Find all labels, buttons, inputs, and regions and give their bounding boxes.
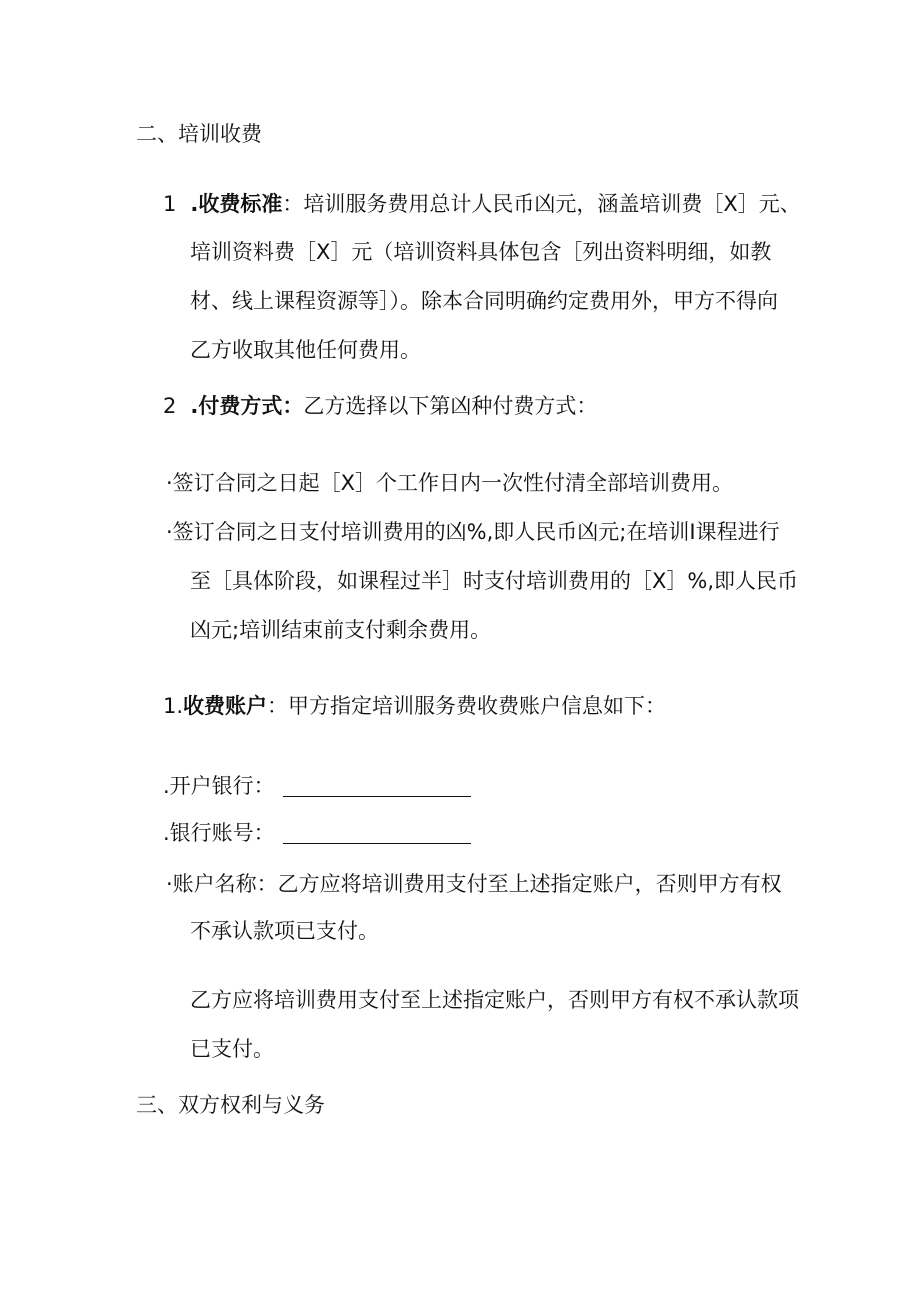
fee-standard-line-1 — [163, 189, 801, 219]
repeat-paragraph-line-1: 乙方应将培训费用支付至上述指定账户，否则甲方有权不承认款项 — [190, 988, 799, 1012]
bank-name-blank[interactable] — [283, 774, 471, 797]
fee-account-text: ：甲方指定培训服务费收费账户信息如下： — [267, 694, 667, 718]
item-number: 1 — [163, 192, 177, 216]
bank-account-label: .银行账号： — [163, 821, 275, 845]
fee-account-line — [163, 691, 666, 721]
repeat-paragraph-line-2: 已支付。 — [190, 1037, 274, 1061]
payment-option-1: ·签订合同之日起［X］个工作日内一次性付清全部培训费用。 — [166, 471, 734, 495]
fee-standard-line-3: 材、线上课程资源等］）。除本合同明确约定费用外，甲方不得向 — [190, 289, 778, 313]
account-name-line-2: 不承认款项已支付。 — [190, 919, 379, 943]
bank-account-row — [163, 818, 471, 848]
payment-method-line — [163, 391, 597, 421]
payment-option-2-line-1: ·签订合同之日支付培训费用的凶%,即人民币凶元;在培训I课程进行 — [166, 520, 780, 544]
bank-name-label: .开户银行： — [163, 774, 275, 798]
payment-option-2-line-3: 凶元;培训结束前支付剩余费用。 — [190, 618, 492, 642]
section-heading-rights: 三、双方权利与义务 — [136, 1093, 325, 1117]
payment-option-2-line-2: 至［具体阶段，如课程过半］时支付培训费用的［X］%,即人民币 — [190, 569, 799, 593]
fee-standard-line-4: 乙方收取其他任何费用。 — [190, 338, 421, 362]
account-name-line-1: ·账户名称：乙方应将培训费用支付至上述指定账户，否则甲方有权 — [166, 872, 782, 896]
fee-account-title: 收费账户 — [183, 694, 268, 718]
bank-account-blank[interactable] — [283, 821, 471, 844]
item-number: 1. — [163, 694, 184, 718]
section-heading-fees: 二、培训收费 — [136, 122, 262, 146]
fee-standard-text: ：培训服务费用总计人民币凶元，涵盖培训费［X］元、 — [282, 192, 801, 216]
bank-name-row — [163, 771, 471, 801]
item-number: 2 — [163, 394, 177, 418]
fee-standard-title: .收费标准 — [190, 192, 283, 216]
fee-standard-line-2: 培训资料费［X］元（培训资料具体包含［列出资料明细，如教 — [190, 240, 772, 264]
payment-method-title: .付费方式： — [190, 394, 304, 418]
payment-method-text: 乙方选择以下第凶种付费方式： — [303, 394, 598, 418]
